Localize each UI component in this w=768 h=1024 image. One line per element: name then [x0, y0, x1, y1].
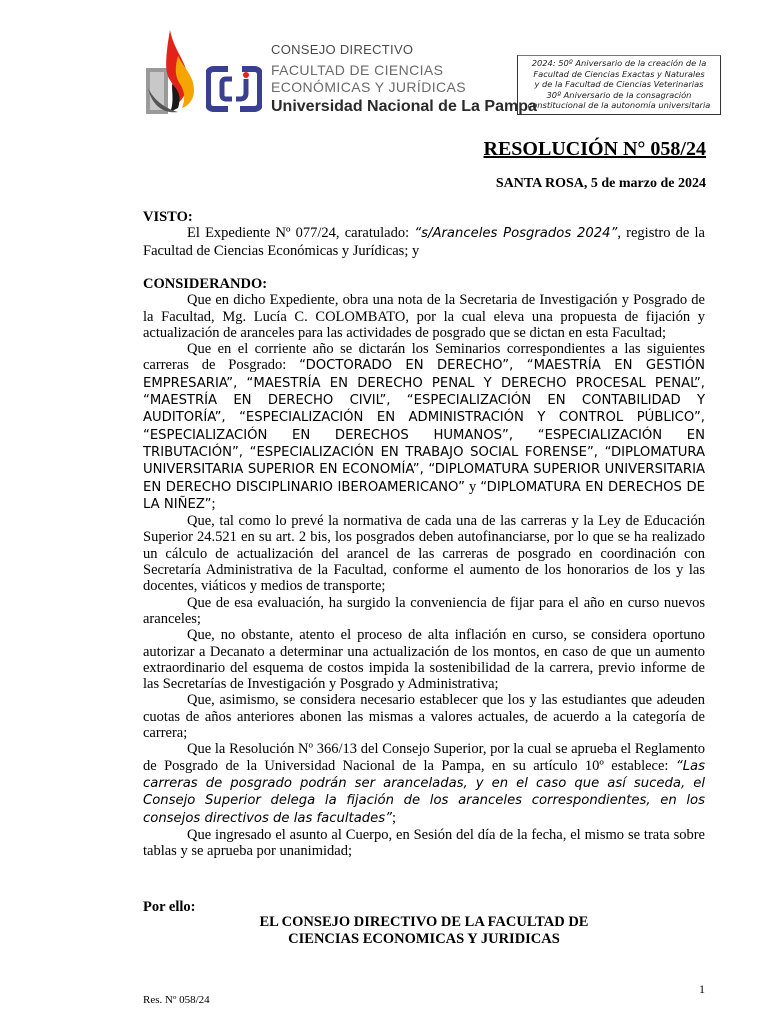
considerando-section	[143, 276, 705, 859]
visto-heading: VISTO:	[143, 209, 193, 225]
fcej-logo-icon	[206, 63, 262, 115]
anniversary-line: y de la Facultad de Ciencias Veterinarias	[534, 79, 704, 90]
considerando-paragraph-5: Que, no obstante, atento el proceso de alta inflación en curso, se considera oportuno autorizar a Decanato a determinar una actualización de los montos, en caso de que un aumento extraordinario del esquema de costos impida la sostenibilidad de la carrera, previo informe de las Secretarías de Investigación y Posgrado y Administrativa;	[143, 627, 705, 693]
por-ello: Por ello:	[143, 899, 196, 915]
visto-paragraph	[143, 225, 705, 259]
header-institution	[271, 42, 537, 116]
considerando-paragraph-6: Que, asimismo, se considera necesario establecer que los y las estudiantes que adeuden cuotas de años anteriores abonen las mismas a valores actuales, de acuerdo a la categoría de carrera;	[143, 692, 705, 742]
footer-reference: Res. Nº 058/24	[143, 994, 210, 1006]
regulation-quote: “Las carreras de posgrado podrán ser aranceladas, y en el caso que así suceda, el Consejo Superior delega la fijación de los aranceles correspondientes, en los consejos directivos de las facultades”	[143, 758, 705, 826]
visto-text-end: , registro de la Facultad de Ciencias Económicas y Jurídicas; y	[143, 225, 705, 259]
visto-section	[143, 209, 705, 259]
anniversary-box	[517, 55, 721, 115]
university-flame-logo	[144, 28, 208, 116]
considerando-paragraph-3: Que, tal como lo prevé la normativa de cada una de las carreras y la Ley de Educación Superior 24.521 en su art. 2 bis, los posgrados deben autofinanciarse, por lo que se ha realizado un cálculo de actualización del arancel de las carreras de posgrado en coordinación con Secretaría Administrativa de la Facultad, conforme el aumento de los honorarios de los y las docentes, viáticos y medios de transporte;	[143, 513, 705, 595]
paragraph-text: Que la Resolución Nº 366/13 del Consejo Superior, por la cual se aprueba el Reglamento de Posgrado de la Universidad Nacional de la Pampa, en su artículo 10º establece:	[143, 741, 705, 774]
page-number: 1	[699, 982, 705, 996]
header-facultad: FACULTAD DE CIENCIAS	[271, 62, 444, 78]
council-line-2: CIENCIAS ECONOMICAS Y JURIDICAS	[288, 930, 560, 947]
header-universidad: Universidad Nacional de La Pampa	[271, 98, 537, 115]
paragraph-text: y	[464, 478, 481, 495]
resolution-title: RESOLUCIÓN N° 058/24	[483, 138, 706, 160]
visto-text: El Expediente Nº 077/24, caratulado:	[187, 225, 415, 242]
paragraph-text: ;	[391, 809, 396, 826]
considerando-paragraph-2	[143, 341, 705, 513]
considerando-heading: CONSIDERANDO:	[143, 276, 268, 292]
visto-quote: “s/Aranceles Posgrados 2024”	[414, 226, 618, 242]
anniversary-line: Facultad de Ciencias Exactas y Naturales	[533, 68, 705, 79]
paragraph-text: ;	[211, 495, 216, 512]
council-heading	[143, 914, 705, 947]
considerando-paragraph-8: Que ingresado el asunto al Cuerpo, en Sesión del día de la fecha, el mismo se trata sobre tablas y se aprueba por unanimidad;	[143, 826, 705, 860]
header-consejo: CONSEJO DIRECTIVO	[271, 42, 414, 57]
anniversary-line: 30º Aniversario de la consagración	[546, 89, 692, 100]
careers-list-last: “DIPLOMATURA EN DERECHOS DE LA NIÑEZ”	[143, 479, 705, 512]
careers-list: “DOCTORADO EN DERECHO”, “MAESTRÍA EN GESTIÓN EMPRESARIA”, “MAESTRÍA EN DERECHO PENAL Y DERECHO PROCESAL PENAL”, “MAESTRÍA EN DERECHO CIVIL”, “ESPECIALIZACIÓN EN CONTABILIDAD Y AUDITORÍA”, “ESPECIALIZACIÓN EN ADMINISTRACIÓN Y CONTROL PÚBLICO”, “ESPECIALIZACIÓN EN DERECHOS HUMANOS”, “ESPECIALIZACIÓN EN TRIBUTACIÓN”, “ESPECIALIZACIÓN EN TRABAJO SOCIAL FORENSE”, “DIPLOMATURA UNIVERSITARIA SUPERIOR EN ECONOMÍA”, “DIPLOMATURA SUPERIOR UNIVERSITARIA EN DERECHO DISCIPLINARIO IBEROAMERICANO”	[143, 358, 705, 495]
considerando-paragraph-1: Que en dicho Expediente, obra una nota de la Secretaria de Investigación y Posgrado de la Facultad, Mg. Lucía C. COLOMBATO, por la cual eleva una propuesta de fijación y actualización de aranceles para las actividades de posgrado que se dictan en esta Facultad;	[143, 292, 705, 341]
header-economicas: ECONÓMICAS Y JURÍDICAS	[271, 79, 466, 95]
considerando-paragraph-7	[143, 741, 705, 826]
anniversary-line: constitucional de la autonomía universitaria	[527, 100, 711, 111]
paragraph-text: Que en el corriente año se dictarán los Seminarios correspondientes a las siguientes carreras de Posgrado:	[143, 341, 705, 374]
considerando-paragraph-4: Que de esa evaluación, ha surgido la conveniencia de fijar para el año en curso nuevos aranceles;	[143, 594, 705, 627]
council-line-1: EL CONSEJO DIRECTIVO DE LA FACULTAD DE	[259, 914, 589, 930]
resolution-date: SANTA ROSA, 5 de marzo de 2024	[495, 176, 706, 191]
anniversary-line: 2024: 50º Aniversario de la creación de la	[531, 58, 707, 68]
